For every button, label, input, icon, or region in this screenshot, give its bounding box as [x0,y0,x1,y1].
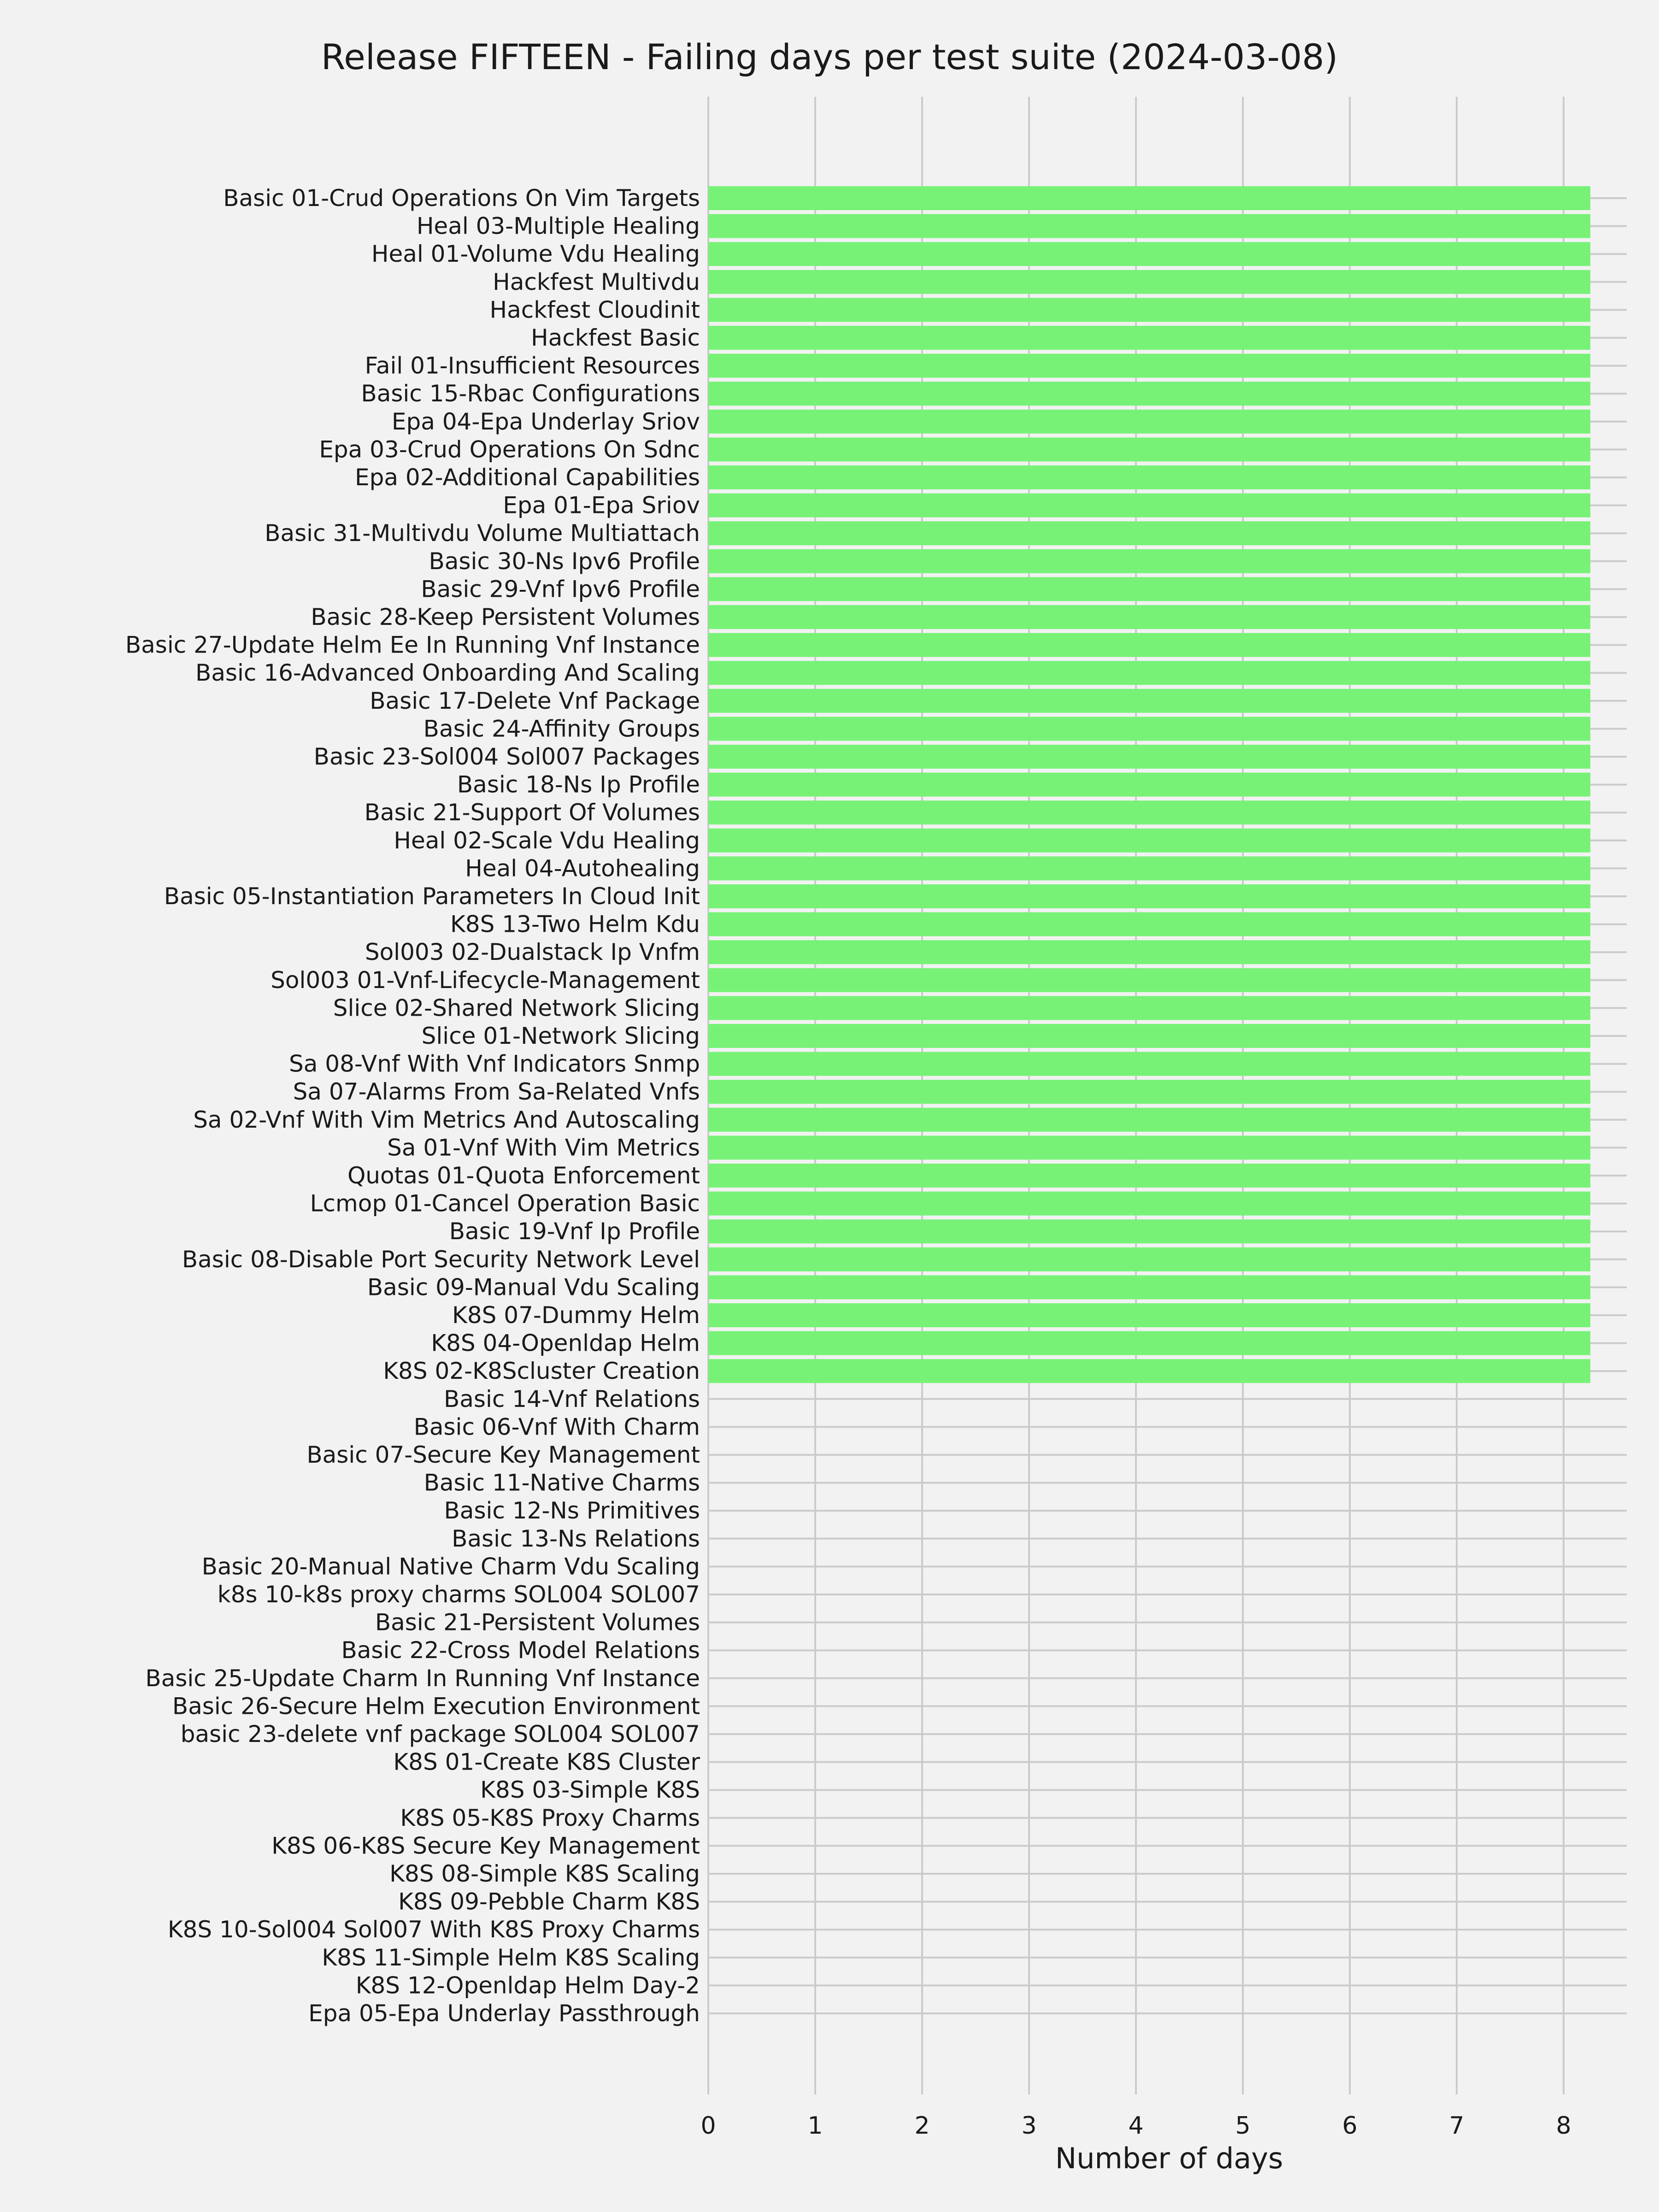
x-tick-label: 6 [1342,2112,1358,2140]
bar [708,633,1590,657]
y-category-label: Epa 02-Additional Capabilities [355,464,700,491]
y-category-label: Sol003 01-Vnf-Lifecycle-Management [271,966,700,994]
bar [708,186,1590,210]
bar [708,856,1590,880]
y-category-label: Basic 23-Sol004 Sol007 Packages [313,743,700,770]
y-category-label: Basic 16-Advanced Onboarding And Scaling [195,659,700,687]
y-category-label: Sol003 02-Dualstack Ip Vnfm [365,939,700,966]
bar [708,996,1590,1020]
y-category-label: Hackfest Multivdu [493,268,700,295]
bar [708,410,1590,434]
x-tick-label: 7 [1449,2112,1465,2140]
bar [708,1275,1590,1299]
x-axis-ticks [700,2112,1571,2140]
y-category-label: Sa 07-Alarms From Sa-Related Vnfs [293,1078,700,1106]
x-tick-label: 8 [1556,2112,1571,2140]
y-category-label: basic 23-delete vnf package SOL004 SOL007 [180,1721,700,1747]
y-category-label: K8S 07-Dummy Helm [452,1302,700,1329]
bar [708,1052,1590,1076]
bar [708,1331,1590,1355]
y-category-label: Basic 09-Manual Vdu Scaling [367,1274,700,1301]
y-category-label: Basic 18-Ns Ip Profile [457,771,700,798]
y-category-label: K8S 03-Simple K8S [480,1777,700,1804]
bar [708,968,1590,992]
y-category-label: Basic 19-Vnf Ip Profile [449,1218,700,1245]
bar [708,689,1590,713]
y-category-label: Hackfest Basic [531,324,700,351]
y-category-label: Basic 22-Cross Model Relations [341,1637,700,1664]
bar [708,577,1590,601]
y-category-label: Basic 08-Disable Port Security Network Level [182,1246,700,1273]
y-category-label: Basic 25-Update Charm In Running Vnf Instance [145,1665,700,1692]
bar [708,1303,1590,1327]
x-tick-label: 3 [1021,2112,1037,2140]
y-category-label: Basic 15-Rbac Configurations [361,380,700,407]
y-category-label: Epa 04-Epa Underlay Sriov [391,408,700,435]
y-category-label: K8S 05-K8S Proxy Charms [400,1804,700,1831]
y-category-label: K8S 09-Pebble Charm K8S [398,1888,700,1915]
bar [708,270,1590,294]
bar [708,1247,1590,1271]
y-axis-labels [125,185,700,2027]
bar [708,465,1590,489]
y-category-label: Basic 12-Ns Primitives [444,1497,700,1524]
y-category-label: K8S 12-Openldap Helm Day-2 [355,1972,700,1999]
bar [708,437,1590,461]
y-category-label: K8S 10-Sol004 Sol007 With K8S Proxy Charms [167,1916,700,1943]
y-category-label: K8S 01-Create K8S Cluster [393,1748,700,1776]
bar [708,745,1590,769]
y-category-label: Basic 24-Affinity Groups [423,715,700,742]
bar [708,326,1590,350]
bar [708,242,1590,266]
y-category-label: Slice 02-Shared Network Slicing [333,994,700,1022]
bar [708,912,1590,936]
y-category-label: Basic 27-Update Helm Ee In Running Vnf Instance [125,631,700,659]
y-category-label: Basic 17-Delete Vnf Package [370,687,700,714]
bar [708,1359,1590,1383]
x-tick-label: 0 [700,2112,716,2140]
y-category-label: K8S 06-K8S Secure Key Management [271,1832,700,1859]
bar [708,1219,1590,1243]
bar [708,354,1590,378]
y-category-label: K8S 13-Two Helm Kdu [450,911,700,938]
bar [708,773,1590,797]
bar [708,605,1590,629]
y-category-label: Basic 30-Ns Ipv6 Profile [429,547,700,575]
y-category-label: Basic 29-Vnf Ipv6 Profile [421,576,700,603]
y-category-label: Basic 28-Keep Persistent Volumes [311,604,700,630]
bar [708,549,1590,573]
bar [708,884,1590,908]
y-category-label: Heal 04-Autohealing [465,855,700,882]
y-category-label: K8S 02-K8Scluster Creation [383,1358,700,1385]
x-tick-label: 4 [1128,2112,1144,2140]
bar [708,1108,1590,1132]
bar [708,382,1590,406]
y-category-label: Epa 01-Epa Sriov [503,492,700,519]
y-category-label: Basic 31-Multivdu Volume Multiattach [265,520,700,547]
bar [708,214,1590,238]
bar [708,298,1590,322]
y-category-label: Epa 05-Epa Underlay Passthrough [308,2000,700,2027]
bar [708,1164,1590,1188]
y-category-label: Quotas 01-Quota Enforcement [347,1162,700,1189]
y-category-label: Basic 21-Support Of Volumes [364,799,700,826]
x-tick-label: 1 [807,2112,823,2140]
y-category-label: Heal 02-Scale Vdu Healing [394,827,700,854]
bars [708,186,1590,1383]
bar [708,829,1590,853]
y-category-label: Heal 01-Volume Vdu Healing [371,241,700,268]
y-category-label: Lcmop 01-Cancel Operation Basic [310,1190,700,1217]
bar [708,800,1590,824]
bar [708,1080,1590,1104]
y-category-label: Basic 05-Instantiation Parameters In Cloud Init [164,883,700,910]
y-category-label: Basic 14-Vnf Relations [443,1385,700,1412]
x-tick-label: 2 [914,2112,930,2140]
x-axis-label: Number of days [1055,2141,1283,2175]
bar [708,521,1590,545]
y-category-label: Basic 21-Persistent Volumes [375,1609,700,1636]
y-category-label: K8S 04-Openldap Helm [431,1330,700,1357]
bar [708,661,1590,685]
y-category-label: Basic 01-Crud Operations On Vim Targets [223,185,700,212]
y-category-label: Basic 20-Manual Native Charm Vdu Scaling [201,1553,700,1580]
bar [708,1135,1590,1159]
y-category-label: Basic 07-Secure Key Management [306,1441,700,1468]
y-category-label: Sa 08-Vnf With Vnf Indicators Snmp [289,1050,700,1077]
y-category-label: K8S 11-Simple Helm K8S Scaling [322,1944,700,1971]
y-category-label: K8S 08-Simple K8S Scaling [389,1860,700,1887]
bar [708,1192,1590,1216]
y-category-label: k8s 10-k8s proxy charms SOL004 SOL007 [217,1581,700,1608]
y-category-label: Sa 02-Vnf With Vim Metrics And Autoscaling [193,1106,700,1133]
bar [708,1024,1590,1048]
y-category-label: Basic 26-Secure Helm Execution Environment [172,1693,700,1720]
bar [708,940,1590,964]
y-category-label: Basic 11-Native Charms [424,1469,700,1496]
y-category-label: Basic 06-Vnf With Charm [413,1413,700,1441]
y-category-label: Epa 03-Crud Operations On Sdnc [319,436,700,463]
y-category-label: Basic 13-Ns Relations [452,1525,700,1552]
y-category-label: Slice 01-Network Slicing [421,1023,700,1049]
y-category-label: Heal 03-Multiple Healing [416,212,700,240]
x-tick-label: 5 [1235,2112,1251,2140]
bar [708,494,1590,518]
y-category-label: Hackfest Cloudinit [489,296,700,324]
chart-title: Release FIFTEEN - Failing days per test suite (2024-03-08) [321,36,1338,77]
y-category-label: Sa 01-Vnf With Vim Metrics [387,1134,700,1161]
y-category-label: Fail 01-Insufficient Resources [365,352,700,379]
bar [708,717,1590,741]
